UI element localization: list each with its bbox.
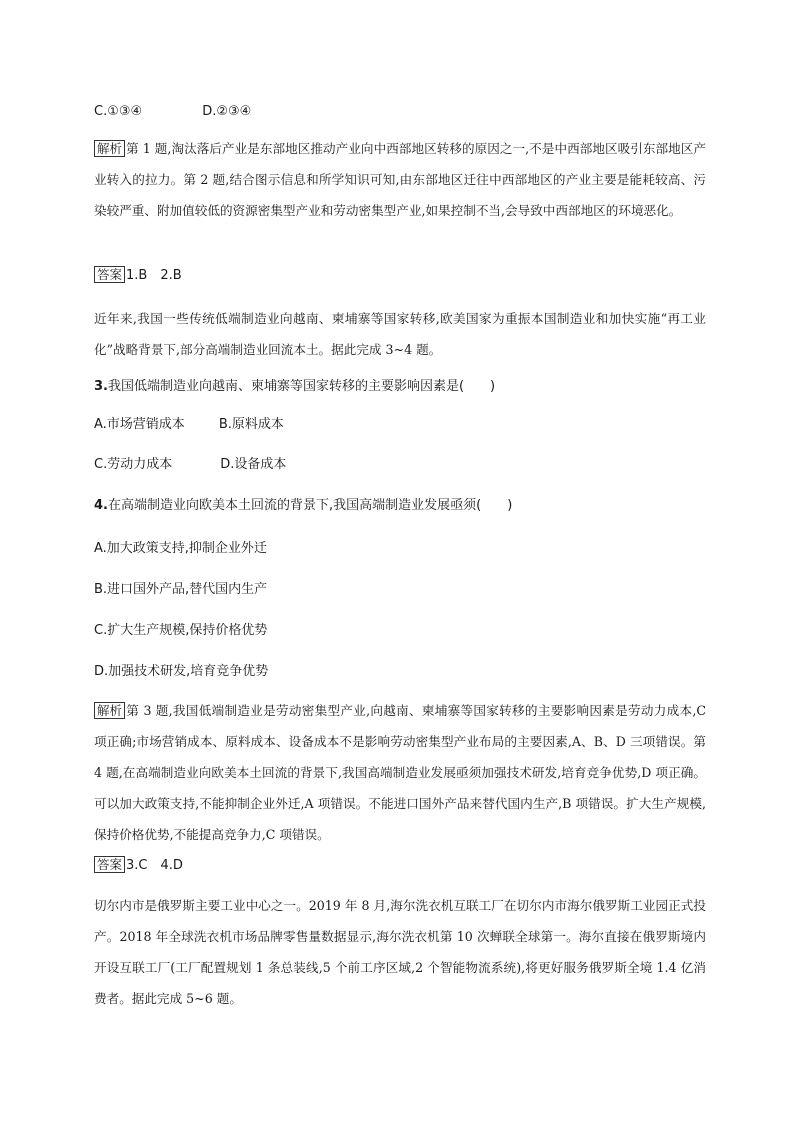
option-a: A.市场营销成本 <box>94 417 185 432</box>
answer-text: 3.C 4.D <box>126 858 183 873</box>
option-d: D.②③④ <box>202 104 252 119</box>
answer-tag: 答案 <box>94 266 125 283</box>
passage-5-6 <box>94 890 706 1014</box>
q4-option-a <box>94 540 267 558</box>
analysis-tag: 解析 <box>94 140 125 157</box>
answer-tag: 答案 <box>94 856 125 873</box>
q4-option-b <box>94 581 267 599</box>
q3-options-cd <box>94 456 286 474</box>
passage-3-4 <box>94 303 706 365</box>
analysis-tag: 解析 <box>94 702 125 719</box>
question-number: 3. <box>94 379 108 394</box>
q4-option-d <box>94 663 268 681</box>
passage-text: 近年来,我国一些传统低端制造业向越南、柬埔寨等国家转移,欧美国家为重振本国制造业和加快实施“再工业化”战略背景下,部分高端制造业回流本土。据此完成 3~4 题。 <box>94 311 706 357</box>
option-c: C.扩大生产规模,保持价格优势 <box>94 623 268 638</box>
analysis-block-2 <box>94 695 706 850</box>
question-stem: 在高端制造业向欧美本土回流的背景下,我国高端制造业发展亟须( ) <box>107 498 513 513</box>
passage-text: 切尔内市是俄罗斯主要工业中心之一。2019 年 8 月,海尔洗衣机互联工厂在切尔内市海尔俄罗斯工业园正式投产。2018 年全球洗衣机市场品牌零售量数据显示,海尔洗衣机第 10 次蝉联全球第一。海尔直接在俄罗斯境内开设互联工厂(工厂配置规划 1 条总装线,5 个前工序区域,2 个智能物流系统),将更好服务俄罗斯全境 1.4 亿消费者。据此完成 5~6 题。 <box>94 898 706 1006</box>
question-number: 4. <box>94 498 108 513</box>
analysis-text: 第 3 题,我国低端制造业是劳动密集型产业,向越南、柬埔寨等国家转移的主要影响因素是劳动力成本,C 项正确;市场营销成本、原料成本、设备成本不是影响劳动密集型产业布局的主要因素,A、B、D 三项错误。第 4 题,在高端制造业向欧美本土回流的背景下,我国高端制造业发展亟须加强技术研发,培育竞争优势,D 项正确。可以加大政策支持,不能抑制企业外迁,A 项错误。不能进口国外产品来替代国内生产,B 项错误。扩大生产规模,保持价格优势,不能提高竞争力,C 项错误。 <box>94 703 706 842</box>
option-d: D.设备成本 <box>220 457 287 472</box>
option-b: B.原料成本 <box>218 417 284 432</box>
question-stem: 我国低端制造业向越南、柬埔寨等国家转移的主要影响因素是( ) <box>107 379 496 394</box>
option-a: A.加大政策支持,抑制企业外迁 <box>94 541 267 556</box>
question-3 <box>94 378 495 396</box>
answer-block-2 <box>94 856 183 875</box>
option-c: C.①③④ <box>94 104 143 119</box>
options-row-cd-prev <box>94 103 251 121</box>
option-b: B.进口国外产品,替代国内生产 <box>94 582 268 597</box>
analysis-text: 第 1 题,淘汰落后产业是东部地区推动产业向中西部地区转移的原因之一,不是中西部地区吸引东部地区产业转入的拉力。第 2 题,结合图示信息和所学知识可知,由东部地区迁往中西部地区的产业主要是能耗较高、污染较严重、附加值较低的资源密集型产业和劳动密集型产业,如果控制不当,会导致中西部地区的环境恶化。 <box>94 141 706 218</box>
answer-text: 1.B 2.B <box>126 268 182 283</box>
question-4 <box>94 497 512 515</box>
analysis-block-1 <box>94 133 706 226</box>
q4-option-c <box>94 622 267 640</box>
q3-options-ab <box>94 416 284 434</box>
answer-block-1 <box>94 266 182 285</box>
option-d: D.加强技术研发,培育竞争优势 <box>94 664 269 679</box>
option-c: C.劳动力成本 <box>94 457 173 472</box>
